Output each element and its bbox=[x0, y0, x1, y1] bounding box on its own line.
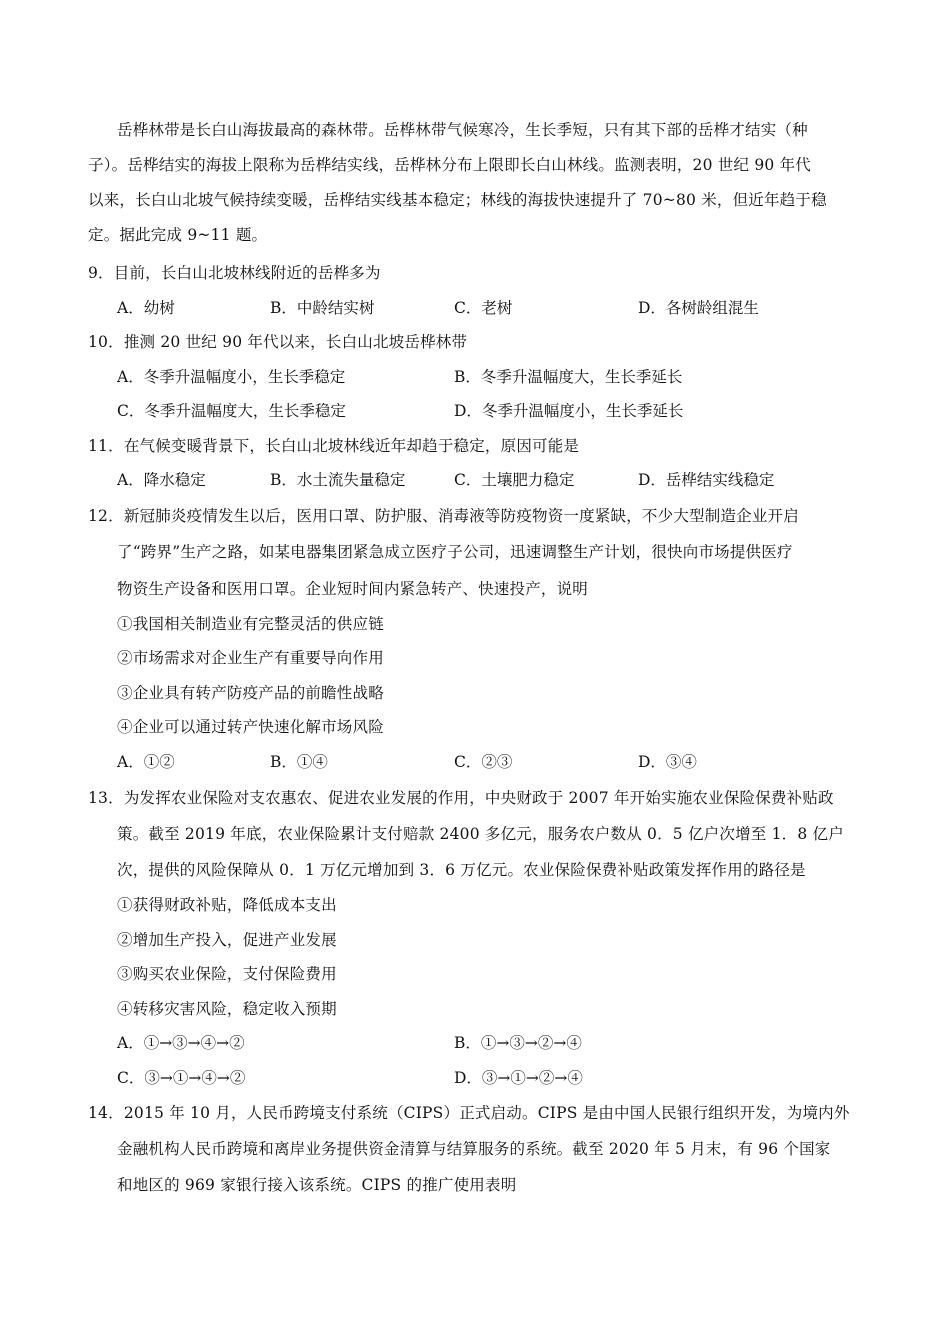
question-10-option-c: C．冬季升温幅度大，生长季稳定 bbox=[117, 402, 346, 420]
question-9-option-c: C．老树 bbox=[454, 299, 513, 317]
intro-line: 以来，长白山北坡气候持续变暖，岳桦结实线基本稳定；林线的海拔快速提升了 70~80 米，但近年趋于稳 bbox=[88, 191, 827, 209]
question-12-item: ②市场需求对企业生产有重要导向作用 bbox=[117, 649, 384, 667]
question-11-option-c: C．土壤肥力稳定 bbox=[454, 471, 575, 489]
question-12-stem-line: 物资生产设备和医用口罩。企业短时间内紧急转产、快速投产，说明 bbox=[117, 580, 589, 598]
question-13-item: ④转移灾害风险，稳定收入预期 bbox=[117, 1000, 337, 1018]
question-13-option-d: D．③→①→②→④ bbox=[454, 1069, 583, 1087]
question-11-option-b: B．水土流失量稳定 bbox=[270, 471, 406, 489]
intro-line: 子）。岳桦结实的海拔上限称为岳桦结实线，岳桦林分布上限即长白山林线。监测表明，20 世纪 90 年代 bbox=[88, 156, 811, 174]
question-13-item: ②增加生产投入，促进产业发展 bbox=[117, 931, 337, 949]
question-14-stem-line: 14．2015 年 10 月，人民币跨境支付系统（CIPS）正式启动。CIPS 是由中国人民银行组织开发，为境内外 bbox=[88, 1104, 850, 1122]
question-13-option-c: C．③→①→④→② bbox=[117, 1069, 246, 1087]
question-12-option-c: C．②③ bbox=[454, 753, 513, 771]
question-9-option-a: A．幼树 bbox=[117, 299, 175, 317]
question-9-option-b: B．中龄结实树 bbox=[270, 299, 375, 317]
question-10-stem: 10．推测 20 世纪 90 年代以来，长白山北坡岳桦林带 bbox=[88, 333, 468, 351]
question-13-item: ①获得财政补贴，降低成本支出 bbox=[117, 896, 337, 914]
intro-line: 定。据此完成 9~11 题。 bbox=[88, 226, 268, 244]
question-12-item: ①我国相关制造业有完整灵活的供应链 bbox=[117, 615, 384, 633]
question-11-option-a: A．降水稳定 bbox=[117, 471, 206, 489]
question-11-option-d: D．岳桦结实线稳定 bbox=[638, 471, 775, 489]
question-12-option-d: D．③④ bbox=[638, 753, 697, 771]
question-13-stem-line: 次，提供的风险保障从 0．1 万亿元增加到 3．6 万亿元。农业保险保费补贴政策发挥作用的路径是 bbox=[117, 861, 806, 879]
question-11-stem: 11．在气候变暖背景下，长白山北坡林线近年却趋于稳定，原因可能是 bbox=[88, 437, 580, 455]
question-12-stem-line: 12．新冠肺炎疫情发生以后，医用口罩、防护服、消毒液等防疫物资一度紧缺，不少大型制造企业开启 bbox=[88, 507, 799, 525]
question-10-option-b: B．冬季升温幅度大，生长季延长 bbox=[454, 368, 683, 386]
question-12-item: ③企业具有转产防疫产品的前瞻性战略 bbox=[117, 684, 384, 702]
question-12-option-a: A．①② bbox=[117, 753, 175, 771]
question-9-stem: 9．目前，长白山北坡林线附近的岳桦多为 bbox=[88, 264, 381, 282]
question-14-stem-line: 金融机构人民币跨境和离岸业务提供资金清算与结算服务的系统。截至 2020 年 5 月末，有 96 个国家 bbox=[117, 1140, 831, 1158]
question-14-stem-line: 和地区的 969 家银行接入该系统。CIPS 的推广使用表明 bbox=[117, 1176, 517, 1194]
intro-line: 岳桦林带是长白山海拔最高的森林带。岳桦林带气候寒冷，生长季短，只有其下部的岳桦才结实（种 bbox=[117, 121, 808, 139]
question-12-option-b: B．①④ bbox=[270, 753, 328, 771]
question-10-option-a: A．冬季升温幅度小，生长季稳定 bbox=[117, 368, 346, 386]
question-12-stem-line: 了“跨界”生产之路，如某电器集团紧急成立医疗子公司，迅速调整生产计划，很快向市场提供医疗 bbox=[117, 543, 793, 561]
question-13-stem-line: 13．为发挥农业保险对支农惠农、促进农业发展的作用，中央财政于 2007 年开始实施农业保险保费补贴政 bbox=[88, 789, 834, 807]
question-9-option-d: D．各树龄组混生 bbox=[638, 299, 759, 317]
question-13-item: ③购买农业保险，支付保险费用 bbox=[117, 965, 337, 983]
question-13-option-b: B．①→③→②→④ bbox=[454, 1034, 582, 1052]
question-13-stem-line: 策。截至 2019 年底，农业保险累计支付赔款 2400 多亿元，服务农户数从 0．5 亿户次增至 1．8 亿户 bbox=[117, 825, 844, 843]
question-12-item: ④企业可以通过转产快速化解市场风险 bbox=[117, 718, 384, 736]
question-10-option-d: D．冬季升温幅度小，生长季延长 bbox=[454, 402, 684, 420]
question-13-option-a: A．①→③→④→② bbox=[117, 1034, 245, 1052]
